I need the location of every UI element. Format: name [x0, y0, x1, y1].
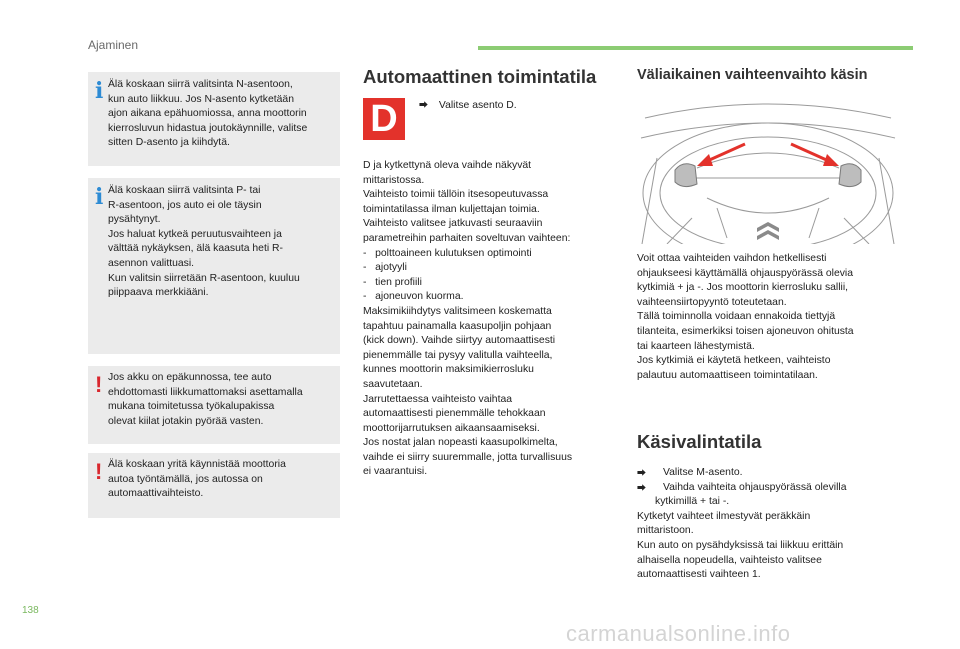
- temporary-body: Voit ottaa vaihteiden vaihdon hetkellisesti ohjaukseesi käyttämällä ohjauspyörässä olevia kytkimiä + ja -. Jos moottorin kierrosluku sallii, vaihteensiirtopyyntö toteutetaan. Tällä toiminnolla voidaan ennakoida tiettyjä tilanteita, esimerkiksi toisen ajoneuvon ohitusta tai kaarteen lähestymistä. Jos kytkimiä ei käytetä hetkeen, vaihteisto palautuu automaattiseen toimintatilaan.: [637, 253, 854, 381]
- gear-d-badge: D: [363, 98, 405, 140]
- note-box-2: [88, 178, 340, 354]
- info-icon: i: [95, 78, 104, 104]
- note-box-3: [88, 366, 340, 444]
- instruction-text: Valitse asento D.: [438, 100, 517, 111]
- automatic-body: D ja kytkettynä oleva vaihde näkyvät mittaristossa. Vaihteisto toimii tällöin itsesopeutuvassa toimintatilassa ilman kuljettajan toimia. Vaihteisto valitsee jatkuvasti seuraaviin parametreihin parhaiten soveltuvan vaihteen: - polttoaineen kulutuksen optimointi - ajotyyli - tien profiili - ajoneuvon kuorma. Maksimikiihdytys valitsimeen koskematta tapahtuu painamalla kaasupoljin pohjaan (kick down). Vaihde siirtyy automaattisesti pienemmälle tai pysyy valitulla vaihteella, kunnes moottorin maksimikierrosluku saavutetaan. Jarrutettaessa vaihteisto vaihtaa automaattisesti pienemmälle tehokkaan moottorijarrutuksen aikaansaamiseksi. Jos nostat jalan nopeasti kaasupolkimelta, vaihde ei siirry suuremmalle, jotta turvallisuus ei vaarantuisi.: [363, 160, 573, 478]
- note-text: Älä koskaan siirrä valitsinta N-asentoon, kun auto liikkuu. Jos N-asento kytketään ajon aikana epähuomiossa, anna moottorin kierrosluvun hidastua joutokäynnille, valitse sitten D-asento ja kiihdytä.: [108, 79, 308, 149]
- list-item: ⮕ Vaihda vaihteita ohjauspyörässä olevilla: [637, 481, 899, 496]
- note-text: Älä koskaan yritä käynnistää moottoria autoa työntämällä, jos autossa on automaattivaihteisto.: [108, 459, 286, 500]
- section-title-manual: Käsivalintatila: [637, 431, 762, 452]
- info-icon: i: [95, 184, 104, 210]
- list-item: ⮕ Valitse M-asento.: [637, 466, 899, 481]
- note-text: Jos akku on epäkunnossa, tee auto ehdottomasti liikkumattomaksi asettamalla mukana toimitetussa työkalupakissa olevat kiilat jotakin pyörää vasten.: [108, 372, 303, 427]
- select-d-instruction: [419, 98, 517, 114]
- manual-body: ⮕ Valitse M-asento. ⮕ Vaihda vaihteita ohjauspyörässä olevilla kytkimillä + tai -. Kytketyt vaihteet ilmestyvät peräkkäin mittaristoon. Kun auto on pysähdyksissä tai liikkuu erittäin alhaisella nopeudella, vaihteisto valitsee automaattisesti vaihteen 1.: [637, 466, 899, 583]
- note-box-1: [88, 72, 340, 166]
- watermark: carmanualsonline.info: [566, 621, 791, 646]
- note-box-4: [88, 453, 340, 518]
- arrow-bullet-icon: ⮕: [419, 100, 429, 110]
- header-rule: [478, 46, 913, 50]
- warning-icon: !: [95, 459, 103, 484]
- list-item-continuation: kytkimillä + tai -.: [655, 496, 730, 508]
- note-text: Älä koskaan siirrä valitsinta P- tai R-asentoon, jos auto ei ole täysin pysähtynyt. Jos haluat kytkeä peruutusvaihteen ja välttää nykäyksen, älä kaasuta heti R- asennon valittuasi. Kun valitsin siirretään R-asentoon, kuuluu piippaava merkkiääni.: [108, 185, 300, 299]
- section-label: Ajaminen: [88, 38, 139, 52]
- steering-wheel-paddles-illustration: [637, 98, 899, 244]
- page-number: 138: [22, 605, 39, 616]
- arrow-bullet-icon: ⮕: [637, 482, 647, 493]
- section-title-automatic: Automaattinen toimintatila: [363, 66, 597, 87]
- section-title-temporary: Väliaikainen vaihteenvaihto käsin: [637, 67, 868, 83]
- arrow-bullet-icon: ⮕: [637, 468, 647, 478]
- warning-icon: !: [95, 372, 103, 397]
